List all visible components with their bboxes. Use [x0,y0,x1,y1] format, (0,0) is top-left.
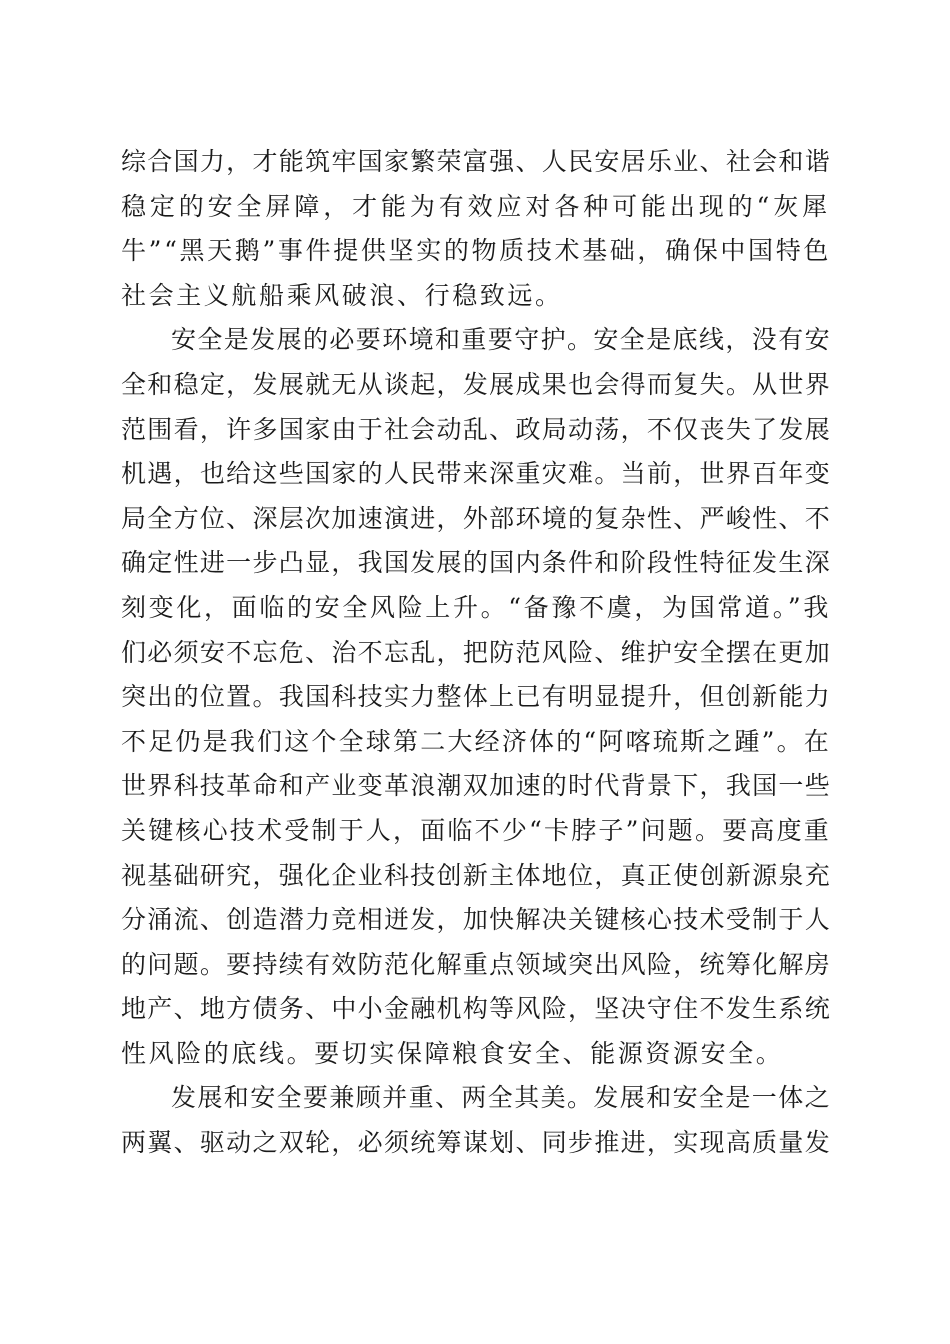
text-line: 的问题。要持续有效防范化解重点领域突出风险，统筹化解房 [121,949,831,979]
text-line: 综合国力，才能筑牢国家繁荣富强、人民安居乐业、社会和谐 [121,147,831,176]
text-line: 关键核心技术受制于人，面临不少“卡脖子”问题。要高度重 [121,815,831,845]
text-line: 地产、地方债务、中小金融机构等风险，坚决守住不发生系统 [121,994,831,1024]
text-line: 突出的位置。我国科技实力整体上已有明显提升，但创新能力 [121,682,831,712]
text-line: 们必须安不忘危、治不忘乱，把防范风险、维护安全摆在更加 [121,637,831,667]
text-line: 社会主义航船乘风破浪、行稳致远。 [121,280,563,310]
text-line: 分涌流、创造潜力竞相迸发，加快解决关键核心技术受制于人 [121,905,831,935]
text-line: 世界科技革命和产业变革浪潮双加速的时代背景下，我国一些 [121,771,831,801]
text-line: 视基础研究，强化企业科技创新主体地位，真正使创新源泉充 [121,860,831,890]
text-line: 不足仍是我们这个全球第二大经济体的“阿喀琉斯之踵”。在 [121,726,831,756]
text-line: 范围看，许多国家由于社会动乱、政局动荡，不仅丧失了发展 [121,414,831,444]
text-line: 确定性进一步凸显，我国发展的国内条件和阶段性特征发生深 [121,548,831,578]
text-line: 局全方位、深层次加速演进，外部环境的复杂性、严峻性、不 [121,503,831,533]
text-line: 机遇，也给这些国家的人民带来深重灾难。当前，世界百年变 [121,459,831,489]
text-line: 稳定的安全屏障，才能为有效应对各种可能出现的“灰犀 [121,191,831,221]
text-line: 牛”“黑天鹅”事件提供坚实的物质技术基础，确保中国特色 [121,236,831,266]
text-line: 全和稳定，发展就无从谈起，发展成果也会得而复失。从世界 [121,369,831,399]
paragraph-first-line: 安全是发展的必要环境和重要守护。安全是底线，没有安 [171,325,831,355]
text-line: 性风险的底线。要切实保障粮食安全、能源资源安全。 [121,1038,784,1068]
document-body [121,140,831,1166]
text-line: 两翼、驱动之双轮，必须统筹谋划、同步推进，实现高质量发 [121,1128,831,1158]
paragraph-first-line: 发展和安全要兼顾并重、两全其美。发展和安全是一体之 [171,1083,831,1113]
text-line: 刻变化，面临的安全风险上升。“备豫不虞，为国常道。”我 [121,592,831,622]
